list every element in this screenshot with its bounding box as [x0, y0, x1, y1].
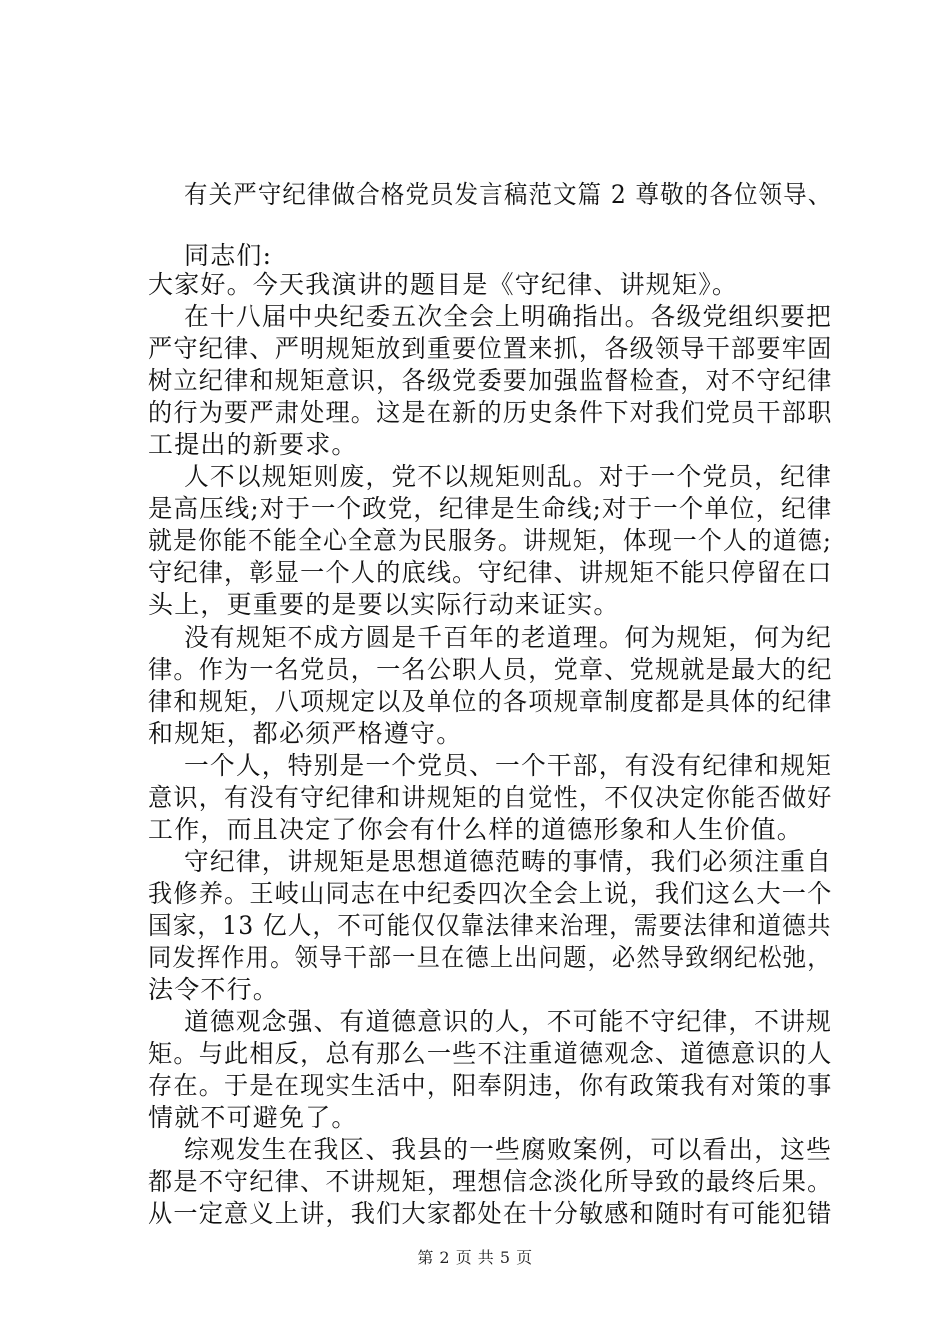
text-line: 法令不行。	[148, 975, 280, 1004]
text-line: 的行为要严肃处理。这是在新的历史条件下对我们党员干部职	[148, 398, 833, 427]
text-line: 是高压线;对于一个政党，纪律是生命线;对于一个单位，纪律	[148, 494, 833, 523]
text-line: 同志们:	[184, 241, 273, 270]
text-line: 工提出的新要求。	[148, 430, 358, 459]
text-line: 存在。于是在现实生活中，阳奉阴违，你有政策我有对策的事	[148, 1071, 833, 1100]
text-line: 情就不可避免了。	[148, 1103, 358, 1132]
text-line: 没有规矩不成方圆是千百年的老道理。何为规矩，何为纪	[184, 623, 833, 652]
text-line: 工作，而且决定了你会有什么样的道德形象和人生价值。	[148, 815, 804, 844]
text-line: 和规矩，都必须严格遵守。	[148, 719, 463, 748]
text-line: 人不以规矩则废，党不以规矩则乱。对于一个党员，纪律	[184, 462, 833, 491]
text-line: 有关严守纪律做合格党员发言稿范文篇 2 尊敬的各位领导、	[184, 180, 833, 209]
text-line: 守纪律，讲规矩是思想道德范畴的事情，我们必须注重自	[184, 847, 833, 876]
text-line: 都是不守纪律、不讲规矩，理想信念淡化所导致的最终后果。	[148, 1167, 833, 1196]
text-line: 律。作为一名党员，一名公职人员，党章、党规就是最大的纪	[148, 655, 833, 684]
text-line: 道德观念强、有道德意识的人，不可能不守纪律，不讲规	[184, 1007, 833, 1036]
text-line: 综观发生在我区、我县的一些腐败案例，可以看出，这些	[184, 1135, 833, 1164]
text-line: 意识，有没有守纪律和讲规矩的自觉性，不仅决定你能否做好	[148, 783, 833, 812]
text-line: 矩。与此相反，总有那么一些不注重道德观念、道德意识的人	[148, 1039, 833, 1068]
text-line: 树立纪律和规矩意识，各级党委要加强监督检查，对不守纪律	[148, 366, 833, 395]
text-line: 律和规矩，八项规定以及单位的各项规章制度都是具体的纪律	[148, 687, 833, 716]
text-line: 在十八届中央纪委五次全会上明确指出。各级党组织要把	[184, 302, 833, 331]
text-line: 我修养。王岐山同志在中纪委四次全会上说，我们这么大一个	[148, 879, 833, 908]
text-line: 头上，更重要的是要以实际行动来证实。	[148, 590, 620, 619]
text-line: 一个人，特别是一个党员、一个干部，有没有纪律和规矩	[184, 751, 833, 780]
text-line: 国家，13 亿人，不可能仅仅靠法律来治理，需要法律和道德共	[148, 911, 832, 940]
text-line: 同发挥作用。领导干部一旦在德上出问题，必然导致纲纪松弛，	[148, 943, 832, 972]
page-number: 第 2 页 共 5 页	[417, 1248, 533, 1267]
text-line: 守纪律，彰显一个人的底线。守纪律、讲规矩不能只停留在口	[148, 558, 833, 587]
text-line: 从一定意义上讲，我们大家都处在十分敏感和随时有可能犯错	[148, 1199, 833, 1228]
text-line: 就是你能不能全心全意为民服务。讲规矩，体现一个人的道德;	[148, 526, 833, 555]
text-line: 严守纪律、严明规矩放到重要位置来抓，各级领导干部要牢固	[148, 334, 833, 363]
text-line: 大家好。今天我演讲的题目是《守纪律、讲规矩》。	[148, 270, 739, 299]
